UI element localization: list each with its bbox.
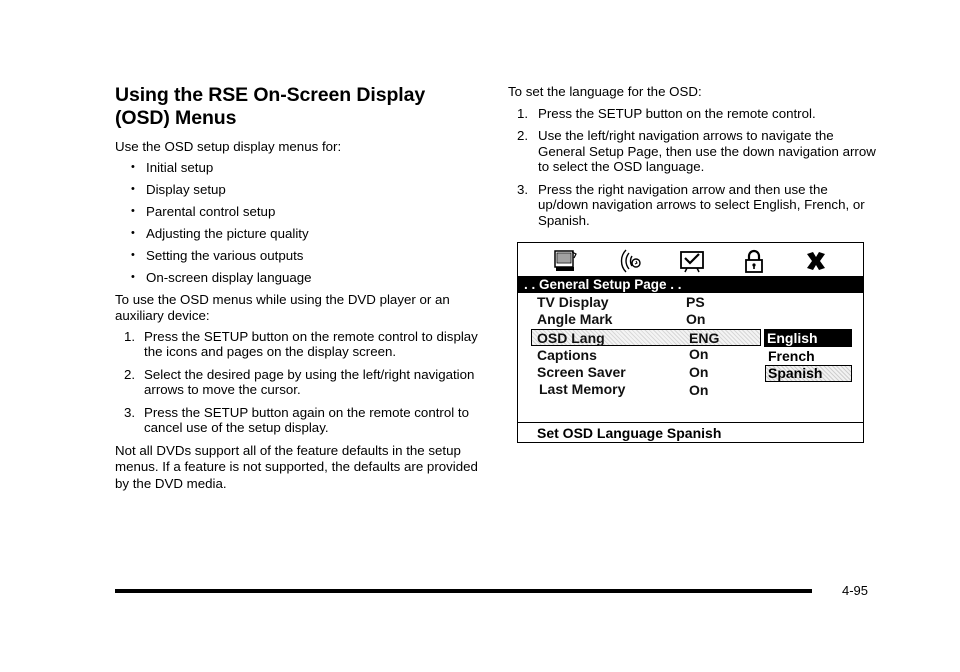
osd-row-value: ENG <box>689 330 720 346</box>
step-item: 1. Press the SETUP button on the remote control to display the icons and pages on the display screen. <box>124 328 478 359</box>
osd-option-spanish: Spanish <box>765 365 852 382</box>
language-intro-text: To set the language for the OSD: <box>508 84 702 99</box>
osd-row-value: On <box>686 311 706 327</box>
general-setup-icon <box>552 248 578 274</box>
bullet-icon: • <box>131 226 135 239</box>
section-title-line1: Using the RSE On-Screen Display <box>115 84 426 106</box>
osd-row-value: On <box>689 346 709 362</box>
osd-row-value: On <box>689 382 709 398</box>
osd-row-label: Captions <box>537 347 597 363</box>
bullet-icon: • <box>131 160 135 173</box>
section-title <box>115 84 480 130</box>
osd-row-label: Screen Saver <box>537 364 626 380</box>
audio-setup-icon <box>617 248 643 274</box>
osd-row-label: Last Memory <box>539 381 626 397</box>
section-title-line2: (OSD) Menus <box>115 107 237 129</box>
osd-status-text: Set OSD Language Spanish <box>537 425 722 441</box>
osd-option-english: English <box>764 329 852 347</box>
video-setup-icon <box>679 248 705 274</box>
osd-option-french: French <box>768 348 815 364</box>
bullet-icon: • <box>131 270 135 283</box>
list-item: • Adjusting the picture quality <box>131 225 309 241</box>
language-steps-list <box>517 106 880 229</box>
exit-icon <box>803 248 829 274</box>
osd-screen-illustration <box>517 242 864 443</box>
right-column <box>508 84 880 235</box>
step-item: 1. Press the SETUP button on the remote control. <box>517 105 816 121</box>
step-item: 2. Select the desired page by using the left/right navigation arrows to move the cursor. <box>124 366 475 397</box>
osd-row-label: TV Display <box>537 294 609 310</box>
intro-text: Use the OSD setup display menus for: <box>115 139 342 154</box>
parental-lock-icon <box>741 248 767 274</box>
left-column <box>115 84 480 492</box>
osd-row-value: PS <box>686 294 705 310</box>
osd-row-label: OSD Lang <box>537 330 605 346</box>
bullet-icon: • <box>131 182 135 195</box>
bullet-icon: • <box>131 248 135 261</box>
step-item: 3. Press the right navigation arrow and then use the up/down navigation arrows to select English, French, or Spanish. <box>517 181 865 228</box>
step-item: 2. Use the left/right navigation arrows to navigate the General Setup Page, then use the down navigation arrow to select the OSD language. <box>517 128 876 174</box>
use-intro-text: To use the OSD menus while using the DVD player or an auxiliary device: <box>115 291 450 323</box>
osd-divider <box>518 422 863 423</box>
osd-row-label: Angle Mark <box>537 311 613 327</box>
note-text: Not all DVDs support all of the feature defaults in the setup menus. If a feature is not supported, the defaults are provided by the DVD media. <box>115 442 478 491</box>
use-steps-list <box>124 329 480 436</box>
bullet-icon: • <box>131 204 135 217</box>
osd-page-title-bar: . . General Setup Page . . <box>518 276 863 293</box>
list-item: • On-screen display language <box>131 269 312 285</box>
list-item: • Parental control setup <box>131 203 276 219</box>
list-item: • Display setup <box>131 181 226 197</box>
list-item: • Initial setup <box>131 159 214 175</box>
osd-row-value: On <box>689 364 709 380</box>
footer-rule <box>115 589 812 593</box>
step-item: 3. Press the SETUP button again on the remote control to cancel use of the setup display. <box>124 404 469 435</box>
osd-icon-bar <box>518 243 863 276</box>
feature-list <box>131 160 480 286</box>
page-number: 4-95 <box>842 583 869 598</box>
list-item: • Setting the various outputs <box>131 247 304 263</box>
